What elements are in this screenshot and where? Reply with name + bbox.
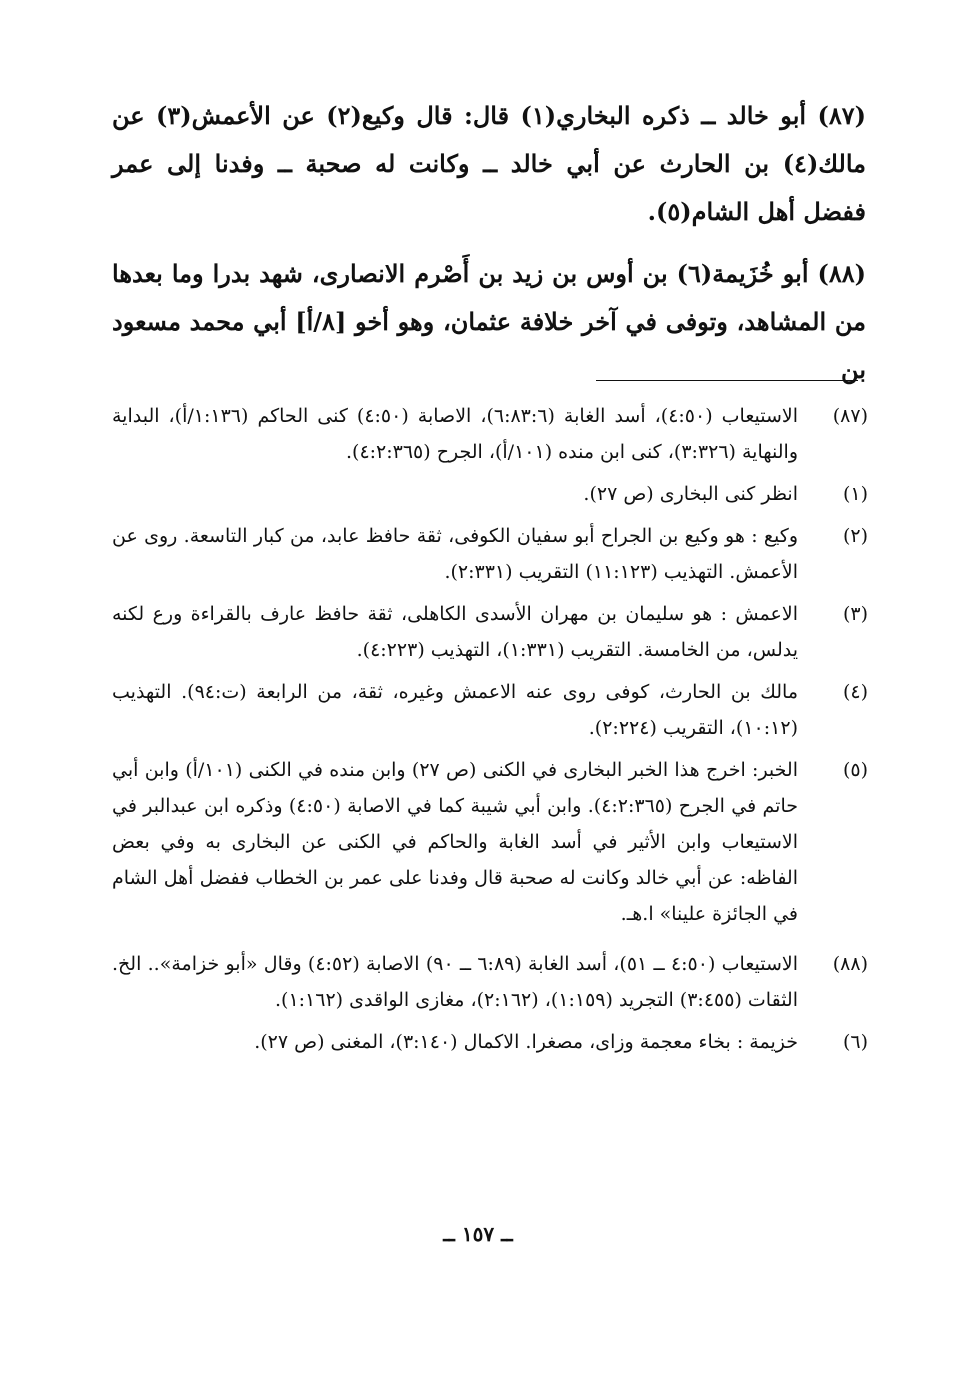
footnote-item	[112, 596, 868, 668]
footnote-text: الخبر: اخرج هذا الخبر البخارى في الكنى (ص ٢٧) وابن منده في الكنى (١٠١/أ) وابن أبي حاتم في الجرح (٤:٢:٣٦٥). وابن أبي شيبة كما في الاصابة (٤:٥٠) وذكره ابن عبدالبر في الاستيعاب وابن الأثير في أسد الغابة والحاكم في الكنى عن البخارى به وفي بعض الفاظه: عن أبي خالد وكانت له صحبة قال وفدنا على عمر بن الخطاب ففضل أهل الشام في الجائزة علينا» ا.هـ.	[112, 759, 798, 925]
footnote-number: (٥)	[842, 759, 868, 781]
footnote-item	[112, 476, 868, 512]
footnote-item	[112, 1024, 868, 1060]
footnote-text: انظر كنى البخارى (ص ٢٧).	[583, 483, 798, 505]
footnote-item	[112, 398, 868, 470]
footnotes	[112, 398, 868, 1066]
main-text	[112, 92, 866, 394]
footnote-item	[112, 752, 868, 932]
entry-88-paragraph: (٨٨) أبو خُزَيمة(٦) بن أوس بن زيد بن أَصْرم الانصارى، شهد بدرا وما بعدها من المشاهد، وتوفى في آخر خلافة عثمان، وهو أخو [٨/أ] أبي محمد مسعود بن	[112, 259, 866, 384]
footnote-number: (٣)	[842, 603, 868, 625]
footnote-number: (٦)	[842, 1031, 868, 1053]
footnote-text: وكيع : هو وكيع بن الجراح أبو سفيان الكوفى، ثقة حافظ عابد، من كبار التاسعة. روى عن الأعمش. التهذيب (١١:١٢٣) التقريب (٢:٣٣١).	[112, 525, 798, 583]
footnote-number: (١)	[842, 483, 868, 505]
footnote-number: (٢)	[842, 525, 868, 547]
entry-87-paragraph: (٨٧) أبو خالد ــ ذكره البخاري(١) قال: قال وكيع(٢) عن الأعمش(٣) عن مالك(٤) بن الحارث عن أبي خالد ــ وكانت له صحبة ــ وفدنا إلى عمر ففضل أهل الشام(٥).	[112, 101, 866, 226]
footnote-number: (٨٧)	[832, 405, 868, 427]
footnote-text: الاستيعاب (٤:٥٠ ــ ٥١)، أسد الغابة (٦:٨٩ ــ ٩٠) الاصابة (٤:٥٢) وقال «أبو خزامة».. الخ. الثقات (٣:٤٥٥) التجريد (١:١٥٩)، (٢:١٦٢)، مغازى الواقدى (١:١٦٢).	[112, 953, 798, 1011]
footnote-item	[112, 518, 868, 590]
footnote-separator	[596, 380, 858, 381]
footnote-text: مالك بن الحارث، كوفى روى عنه الاعمش وغيره، ثقة، من الرابعة (ت:٩٤). التهذيب (١٠:١٢)، التقريب (٢:٢٢٤).	[112, 681, 799, 739]
footnote-item	[112, 674, 868, 746]
footnote-text: خزيمة : بخاء معجمة وزاى، مصغرا. الاكمال (٣:١٤٠)، المغنى (ص ٢٧).	[254, 1031, 798, 1053]
footnote-number: (٤)	[842, 681, 868, 703]
footnote-text: الاعمش : هو سليمان بن مهران الأسدى الكاهلى، ثقة حافظ عارف بالقراءة ورع لكنه يدلس، من الخامسة. التقريب (١:٣٣١)، التهذيب (٤:٢٢٣).	[112, 603, 798, 661]
footnote-item	[112, 946, 868, 1018]
page-number: ــ ١٥٧ ــ	[443, 1222, 513, 1246]
footnote-text: الاستيعاب (٤:٥٠)، أسد الغابة (٦:٨٣:٦)، الاصابة (٤:٥٠) كنى الحاكم (١:١٣٦/أ)، البداية والنهاية (٣:٣٢٦)، كنى ابن منده (١٠١/أ)، الجرح (٤:٢:٣٦٥).	[112, 405, 798, 463]
footnote-number: (٨٨)	[832, 953, 868, 975]
